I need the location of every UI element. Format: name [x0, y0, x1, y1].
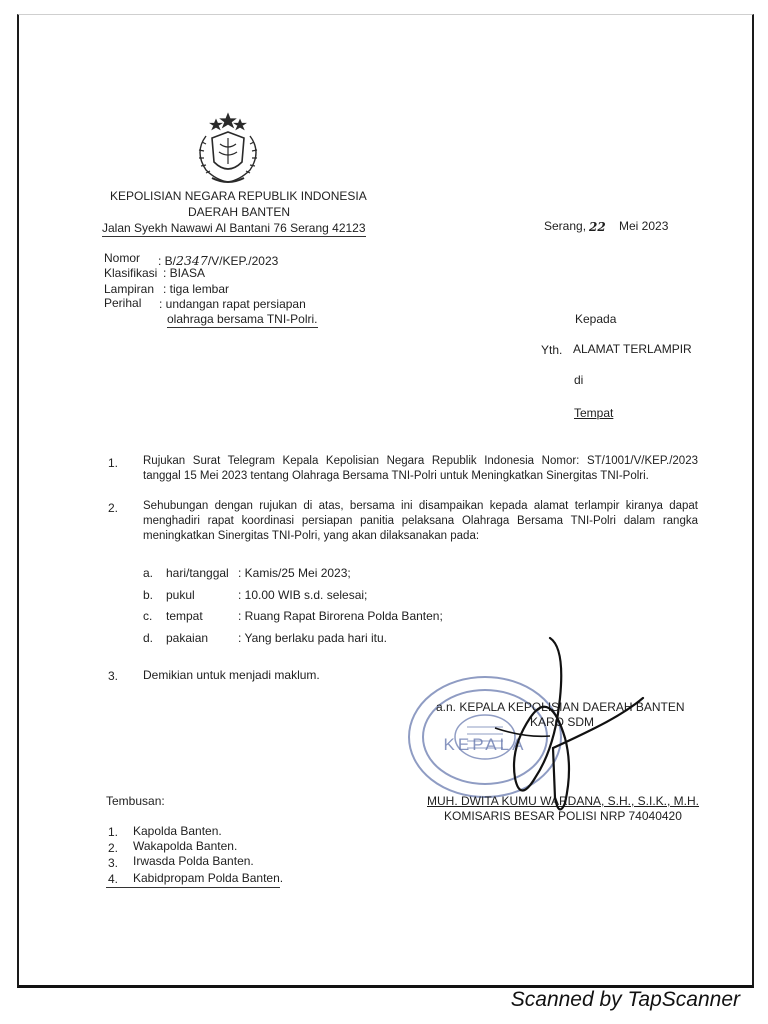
- item-a-letter: a.: [143, 566, 154, 580]
- perihal-line1: : undangan rapat persiapan: [159, 297, 306, 311]
- tembusan-4: Kabidpropam Polda Banten.: [133, 871, 284, 885]
- lampiran-label: Lampiran: [104, 282, 155, 296]
- perihal-label: Perihal: [104, 296, 142, 310]
- item-d-value: : Yang berlaku pada hari itu.: [238, 631, 387, 645]
- paragraph-3-number: 3.: [108, 669, 119, 683]
- lampiran-value: : tiga lembar: [163, 282, 230, 296]
- paragraph-1: Rujukan Surat Telegram Kepala Kepolisian Negara Republik Indonesia Nomor: ST/1001/V/KEP./2023 tanggal 15 Mei 2023 tentang Olahraga Bersama TNI-Polri untuk Meningkatkan Sinergitas TNI-Polri.: [143, 455, 698, 482]
- nomor-handwritten: 2347: [176, 253, 208, 268]
- handwritten-signature-icon: [455, 628, 665, 828]
- signatory-rank: KOMISARIS BESAR POLISI NRP 74040420: [444, 809, 682, 823]
- org-region: DAERAH BANTEN: [188, 205, 291, 219]
- paragraph-1-number: 1.: [108, 456, 119, 470]
- tembusan-3-num: 3.: [108, 856, 119, 870]
- klasifikasi-label: Klasifikasi: [104, 266, 158, 280]
- stamp-text: KEPALA: [443, 735, 527, 754]
- org-address: Jalan Syekh Nawawi Al Bantani 76 Serang 42123: [102, 221, 366, 235]
- perihal-line2: olahraga bersama TNI-Polri.: [167, 312, 318, 326]
- item-a-label: hari/tanggal: [166, 566, 229, 580]
- recipient-tempat: Tempat: [574, 406, 614, 420]
- item-d-label: pakaian: [166, 631, 209, 645]
- recipient-di: di: [574, 373, 584, 387]
- tembusan-2: Wakapolda Banten.: [133, 839, 238, 853]
- recipient-kepada: Kepada: [575, 312, 617, 326]
- date-month-year: Mei 2023: [619, 219, 669, 233]
- item-b-label: pukul: [166, 588, 195, 602]
- paragraph-3: Demikian untuk menjadi maklum.: [143, 668, 320, 682]
- date-day-handwritten: 22: [589, 220, 606, 234]
- paragraph-2-number: 2.: [108, 501, 119, 515]
- item-c-label: tempat: [166, 609, 203, 623]
- tembusan-3: Irwasda Polda Banten.: [133, 854, 254, 868]
- tembusan-underline: [106, 887, 280, 888]
- klasifikasi-value: : BIASA: [163, 266, 206, 280]
- tembusan-1-num: 1.: [108, 825, 119, 839]
- item-c-value: : Ruang Rapat Birorena Polda Banten;: [238, 609, 443, 623]
- item-c-letter: c.: [143, 609, 153, 623]
- nomor-prefix: : B/: [158, 254, 177, 268]
- scanner-watermark: Scanned by TapScanner: [510, 988, 740, 1011]
- signature-on-behalf: a.n. KEPALA KEPOLISIAN DAERAH BANTEN: [436, 700, 685, 714]
- item-a-value: : Kamis/25 Mei 2023;: [238, 566, 351, 580]
- recipient-address: ALAMAT TERLAMPIR: [573, 342, 692, 356]
- item-b-value: : 10.00 WIB s.d. selesai;: [238, 588, 368, 602]
- org-name: KEPOLISIAN NEGARA REPUBLIK INDONESIA: [110, 189, 367, 203]
- signature-title: KARO SDM: [530, 715, 595, 729]
- tembusan-title: Tembusan:: [106, 794, 165, 808]
- tembusan-1: Kapolda Banten.: [133, 824, 222, 838]
- recipient-yth: Yth.: [541, 343, 563, 357]
- police-emblem-icon: [186, 112, 270, 186]
- tembusan-2-num: 2.: [108, 841, 119, 855]
- tembusan-4-num: 4.: [108, 872, 119, 886]
- date-city: Serang,: [544, 219, 587, 233]
- item-d-letter: d.: [143, 631, 154, 645]
- nomor-label: Nomor: [104, 251, 141, 265]
- item-b-letter: b.: [143, 588, 154, 602]
- signatory-name: MUH. DWITA KUMU WARDANA, S.H., S.I.K., M.H.: [427, 794, 700, 808]
- paragraph-2: Sehubungan dengan rujukan di atas, bersama ini disampaikan kepada alamat terlampir kiranya dapat menghadiri rapat koordinasi persiapan panitia pelaksana Olahraga Bersama TNI-Polri dalam rangka meningkatkan Sinergitas TNI-Polri, yang akan dilaksanakan pada:: [143, 500, 698, 542]
- nomor-suffix: /V/KEP./2023: [207, 254, 279, 268]
